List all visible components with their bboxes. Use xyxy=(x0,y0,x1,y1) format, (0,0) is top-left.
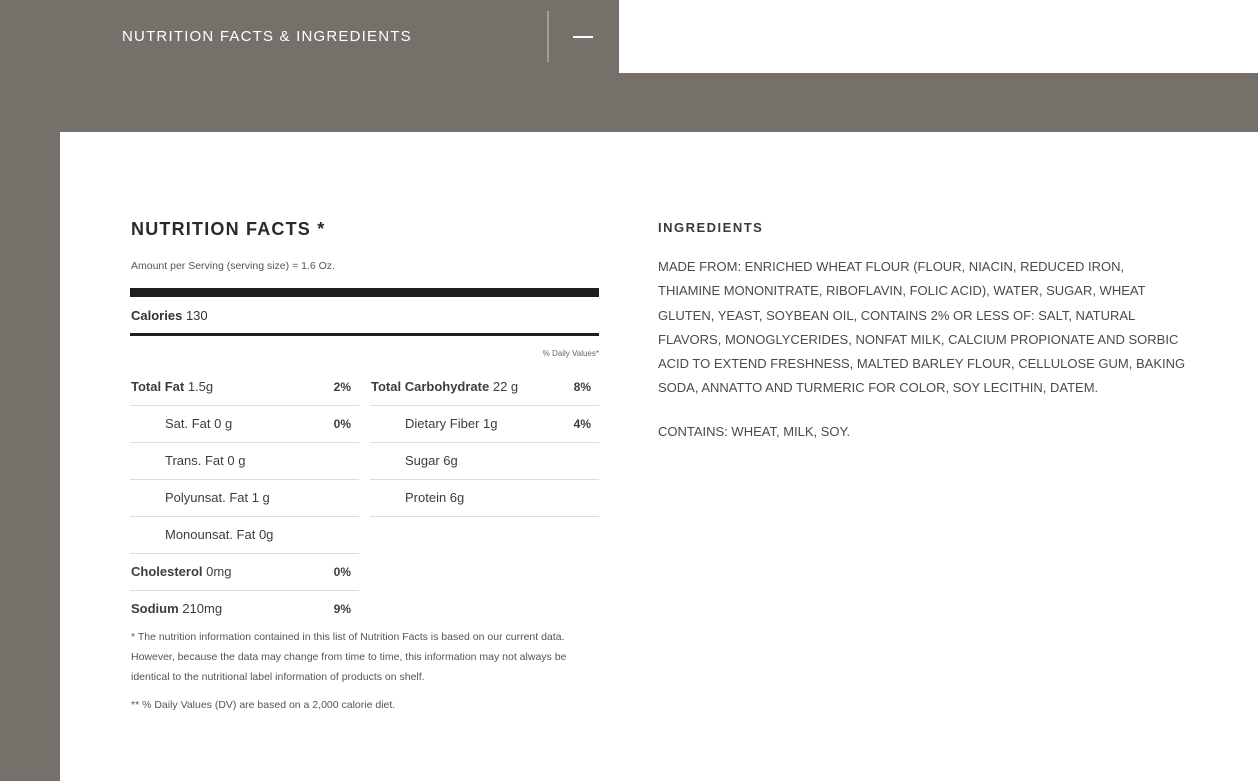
nutrient-percent: 9% xyxy=(333,602,351,616)
nutrient-label: Monounsat. Fat 0g xyxy=(165,527,274,542)
tab-header xyxy=(0,0,619,73)
calories-value: 130 xyxy=(185,308,208,323)
calories-label: Calories xyxy=(131,308,183,323)
ingredients-text: MADE FROM: ENRICHED WHEAT FLOUR (FLOUR, NIACIN, REDUCED IRON, THIAMINE MONONITRATE, RIBOFLAVIN, FOLIC ACID), WATER, SUGAR, WHEAT GLUTEN, YEAST, SOYBEAN OIL, CONTAINS 2% OR LESS OF: SALT, NATURAL FLAVORS, MONOGLYCERIDES, NONFAT MILK, CALCIUM PROPIONATE AND SORBIC ACID TO EXTEND FRESHNESS, MALTED BARLEY FLOUR, CELLULOSE GUM, BAKING SODA, ANNATTO AND TURMERIC FOR COLOR, SOY LECITHIN, DATEM. xyxy=(658,259,1186,396)
daily-values-header: % Daily Values* xyxy=(542,349,599,358)
nutrient-row xyxy=(130,480,359,517)
collapse-button[interactable] xyxy=(565,22,601,52)
serving-size: Amount per Serving (serving size) = 1.6 Oz. xyxy=(131,260,335,272)
nutrient-label: Dietary Fiber 1g xyxy=(405,416,498,431)
nutrient-value: 1.5g xyxy=(187,379,214,394)
nutrient-percent: 0% xyxy=(333,417,351,431)
nutrient-percent: 2% xyxy=(333,380,351,394)
nutrients-left-column xyxy=(130,369,359,627)
nutrient-row xyxy=(370,406,599,443)
nutrient-row xyxy=(130,406,359,443)
nutrient-percent: 0% xyxy=(333,565,351,579)
nutrient-label: Sat. Fat 0 g xyxy=(165,416,233,431)
nutrient-row xyxy=(130,369,359,406)
nutrient-label: Trans. Fat 0 g xyxy=(165,453,246,468)
nutrient-row xyxy=(370,480,599,517)
nutrient-row xyxy=(130,443,359,480)
nutrient-value: 0mg xyxy=(206,564,232,579)
minus-icon xyxy=(573,36,593,38)
nutrient-label: Polyunsat. Fat 1 g xyxy=(165,490,270,505)
nutrition-footnote: * The nutrition information contained in this list of Nutrition Facts is based on our current data. However, because the data may change from time to time, this information may not always be identical to the nutritional label information of products on shelf. xyxy=(131,631,567,683)
tab-title[interactable]: NUTRITION FACTS & INGREDIENTS xyxy=(122,28,412,45)
calories-row xyxy=(131,308,208,323)
daily-value-footnote: ** % Daily Values (DV) are based on a 2,000 calorie diet. xyxy=(131,699,396,711)
thick-divider xyxy=(130,288,599,297)
nutrition-facts-title: NUTRITION FACTS * xyxy=(131,219,326,239)
nutrient-label: Total Fat xyxy=(131,379,185,394)
nutrient-row xyxy=(370,369,599,406)
nutrient-label: Sodium xyxy=(131,601,179,616)
nutrients-right-column xyxy=(370,369,599,517)
nutrient-label: Protein 6g xyxy=(405,490,465,505)
nutrient-percent: 8% xyxy=(573,380,591,394)
nutrient-value: 210mg xyxy=(182,601,223,616)
nutrient-row xyxy=(130,554,359,591)
ingredients-title: INGREDIENTS xyxy=(658,220,764,235)
nutrient-label: Total Carbohydrate xyxy=(371,379,490,394)
nutrient-label: Sugar 6g xyxy=(405,453,458,468)
calories-divider xyxy=(130,333,599,336)
allergens-text: CONTAINS: WHEAT, MILK, SOY. xyxy=(658,424,851,439)
tab-divider xyxy=(547,11,549,62)
nutrient-row xyxy=(130,517,359,554)
nutrient-value: 22 g xyxy=(492,379,519,394)
nutrient-row xyxy=(130,591,359,627)
nutrient-percent: 4% xyxy=(573,417,591,431)
nutrient-row xyxy=(370,443,599,480)
nutrient-label: Cholesterol xyxy=(131,564,203,579)
